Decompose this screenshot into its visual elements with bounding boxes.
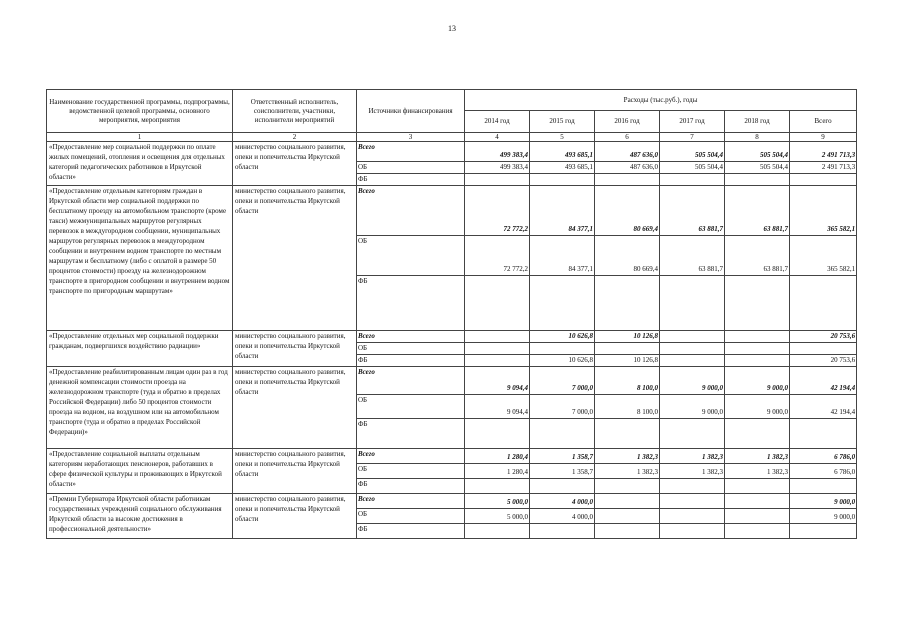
expense-value [595, 276, 660, 331]
expense-value [595, 174, 660, 186]
expense-value [725, 494, 790, 509]
header-name: Наименование государственной программы, подпрограммы, ведомственной целевой программы, основного мероприятия, мероприятия [47, 90, 233, 133]
funding-source: ОБ [357, 343, 465, 355]
header-source: Источники финансирования [357, 90, 465, 133]
funding-source: ФБ [357, 419, 465, 449]
expense-value: 7 000,0 [530, 395, 595, 419]
expense-value: 487 636,0 [595, 162, 660, 174]
expense-value [595, 509, 660, 524]
expense-value [465, 355, 530, 367]
expense-value: 493 685,1 [530, 162, 595, 174]
expense-value: 1 280,4 [465, 449, 530, 464]
header-year: 2014 год [465, 111, 530, 133]
expense-value: 1 358,7 [530, 464, 595, 479]
expense-value [790, 174, 857, 186]
expense-value [595, 494, 660, 509]
expense-value [595, 343, 660, 355]
expense-value: 6 786,0 [790, 464, 857, 479]
column-number: 9 [790, 133, 857, 142]
expense-value: 5 000,0 [465, 494, 530, 509]
expense-value: 9 000,0 [660, 395, 725, 419]
funding-source: ФБ [357, 174, 465, 186]
page-number: 13 [448, 24, 456, 33]
expense-value: 63 881,7 [725, 236, 790, 276]
expense-value [530, 174, 595, 186]
expense-value [530, 479, 595, 494]
expense-value: 505 504,4 [725, 142, 790, 162]
expense-value: 2 491 713,3 [790, 162, 857, 174]
column-number: 1 [47, 133, 233, 142]
funding-source: Всего [357, 331, 465, 343]
expense-value [530, 276, 595, 331]
program-name: «Предоставление реабилитированным лицам один раз в год денежной компенсации стоимости проезда на железнодорожном транспорте (туда и обратно в пределах Российской Федерации) либо 50 процентов стоимости проезда на водном, на воздушном или на автомобильном транспорте (туда и обратно в пределах Российской Федерации)» [47, 367, 233, 449]
program-name: «Предоставление отдельных мер социальной поддержки гражданам, подвергшихся воздействию радиации» [47, 331, 233, 367]
expense-value: 72 772,2 [465, 236, 530, 276]
table-row [47, 331, 857, 343]
expense-value: 1 280,4 [465, 464, 530, 479]
column-number: 2 [233, 133, 357, 142]
expense-value: 499 383,4 [465, 142, 530, 162]
funding-source: ОБ [357, 464, 465, 479]
expense-value: 84 377,1 [530, 186, 595, 236]
expense-value: 10 126,8 [595, 355, 660, 367]
expense-value: 1 358,7 [530, 449, 595, 464]
expense-value: 505 504,4 [660, 162, 725, 174]
expense-value [660, 174, 725, 186]
expense-value [725, 276, 790, 331]
program-name: «Предоставление мер социальной поддержки по оплате жилых помещений, отопления и освещения для отдельных категорий педагогических работников в Иркутской области» [47, 142, 233, 186]
expense-value: 42 194,4 [790, 367, 857, 395]
expense-value [725, 343, 790, 355]
expense-value: 493 685,1 [530, 142, 595, 162]
expense-value: 10 626,8 [530, 355, 595, 367]
expense-value: 1 382,3 [725, 464, 790, 479]
header-year: 2015 год [530, 111, 595, 133]
expense-value: 1 382,3 [660, 464, 725, 479]
expense-value: 9 094,4 [465, 395, 530, 419]
table-row [47, 186, 857, 236]
funding-source: ОБ [357, 162, 465, 174]
expense-value [660, 276, 725, 331]
program-name: «Предоставление социальной выплаты отдельным категориям неработающих пенсионеров, работавших в сфере физической культуры и проживающих в Иркутской области» [47, 449, 233, 494]
expense-value [530, 419, 595, 449]
expense-value: 20 753,6 [790, 331, 857, 343]
expense-value: 63 881,7 [725, 186, 790, 236]
column-number: 4 [465, 133, 530, 142]
column-number: 8 [725, 133, 790, 142]
header-year: 2016 год [595, 111, 660, 133]
expense-value: 505 504,4 [725, 162, 790, 174]
expense-value [660, 479, 725, 494]
expense-value: 2 491 713,3 [790, 142, 857, 162]
expense-value [465, 479, 530, 494]
expense-value: 505 504,4 [660, 142, 725, 162]
expense-value: 9 000,0 [725, 395, 790, 419]
expense-value: 1 382,3 [725, 449, 790, 464]
expense-value: 84 377,1 [530, 236, 595, 276]
expense-value: 10 626,8 [530, 331, 595, 343]
expense-value: 5 000,0 [465, 509, 530, 524]
expense-value: 10 126,8 [595, 331, 660, 343]
expense-value [465, 524, 530, 539]
expense-value [595, 524, 660, 539]
expense-value: 80 669,4 [595, 236, 660, 276]
funding-source: ОБ [357, 395, 465, 419]
expense-value [790, 276, 857, 331]
expense-value: 9 000,0 [660, 367, 725, 395]
funding-source: ОБ [357, 236, 465, 276]
expense-value [465, 419, 530, 449]
responsible-executor: министерство социального развития, опеки и попечительства Иркутской области [233, 142, 357, 186]
expense-value: 42 194,4 [790, 395, 857, 419]
expense-value [465, 276, 530, 331]
responsible-executor: министерство социального развития, опеки и попечительства Иркутской области [233, 331, 357, 367]
column-number: 6 [595, 133, 660, 142]
expense-value: 63 881,7 [660, 186, 725, 236]
expense-value: 365 582,1 [790, 186, 857, 236]
header-year: 2017 год [660, 111, 725, 133]
expense-value [465, 343, 530, 355]
expense-value: 20 753,6 [790, 355, 857, 367]
expense-value [465, 174, 530, 186]
expense-value [790, 524, 857, 539]
funding-source: ФБ [357, 479, 465, 494]
expense-value: 1 382,3 [660, 449, 725, 464]
table-row [47, 494, 857, 509]
expense-value: 6 786,0 [790, 449, 857, 464]
expense-value: 4 000,0 [530, 494, 595, 509]
expense-value [725, 524, 790, 539]
expense-value: 487 636,0 [595, 142, 660, 162]
expense-value [790, 479, 857, 494]
expense-value [660, 355, 725, 367]
column-number: 3 [357, 133, 465, 142]
expense-value [465, 331, 530, 343]
expense-value [725, 509, 790, 524]
expense-value [660, 524, 725, 539]
funding-source: ФБ [357, 276, 465, 331]
funding-source: Всего [357, 186, 465, 236]
responsible-executor: министерство социального развития, опеки и попечительства Иркутской области [233, 367, 357, 449]
header-total: Всего [790, 111, 857, 133]
responsible-executor: министерство социального развития, опеки и попечительства Иркутской области [233, 186, 357, 331]
expense-value: 8 100,0 [595, 367, 660, 395]
expense-value: 9 000,0 [790, 509, 857, 524]
funding-source: Всего [357, 142, 465, 162]
expense-value [725, 479, 790, 494]
table-row [47, 367, 857, 395]
expense-value [660, 509, 725, 524]
expense-value: 9 000,0 [725, 367, 790, 395]
table-row [47, 449, 857, 464]
expense-value [725, 174, 790, 186]
expense-value [530, 343, 595, 355]
expense-value [660, 419, 725, 449]
funding-source: Всего [357, 449, 465, 464]
expense-value: 9 094,4 [465, 367, 530, 395]
expense-value [790, 343, 857, 355]
expense-value [660, 494, 725, 509]
expense-value [530, 524, 595, 539]
expense-value: 80 669,4 [595, 186, 660, 236]
expense-value: 365 582,1 [790, 236, 857, 276]
expense-value: 7 000,0 [530, 367, 595, 395]
column-number: 7 [660, 133, 725, 142]
column-number: 5 [530, 133, 595, 142]
expense-value: 72 772,2 [465, 186, 530, 236]
funding-source: Всего [357, 367, 465, 395]
program-name: «Премии Губернатора Иркутской области работникам государственных учреждений социального обслуживания Иркутской области за высокие достижения в профессиональной деятельности» [47, 494, 233, 539]
header-year: 2018 год [725, 111, 790, 133]
expense-value: 1 382,3 [595, 464, 660, 479]
expense-value [725, 419, 790, 449]
expense-value [660, 331, 725, 343]
responsible-executor: министерство социального развития, опеки и попечительства Иркутской области [233, 449, 357, 494]
expense-value: 4 000,0 [530, 509, 595, 524]
funding-source: Всего [357, 494, 465, 509]
expense-value [725, 355, 790, 367]
expense-value [790, 419, 857, 449]
expense-value [595, 419, 660, 449]
header-responsible: Ответственный исполнитель, соисполнители, участники, исполнители мероприятий [233, 90, 357, 133]
expense-value: 9 000,0 [790, 494, 857, 509]
expense-value: 499 383,4 [465, 162, 530, 174]
expense-value: 8 100,0 [595, 395, 660, 419]
responsible-executor: министерство социального развития, опеки и попечительства Иркутской области [233, 494, 357, 539]
expense-value [660, 343, 725, 355]
expense-value [595, 479, 660, 494]
funding-source: ФБ [357, 355, 465, 367]
expenses-table [46, 89, 857, 539]
funding-source: ОБ [357, 509, 465, 524]
program-name: «Предоставление отдельным категориям граждан в Иркутской области мер социальной поддержки по бесплатному проезду на автомобильном транспорте (кроме такси) межмуниципальных маршрутов регулярных перевозок в междугородном сообщении, муниципальных маршрутов регулярных перевозок в междугородном сообщении и внутреннем водном транспорте по местным маршрутам и бесплатному (либо с оплатой в размере 50 процентов стоимости) проезду на железнодорожном транспорте в пригородном сообщении и внутреннем водном транспорте по пригородным маршрутам» [47, 186, 233, 331]
expense-value: 1 382,3 [595, 449, 660, 464]
header-expenses: Расходы (тыс.руб.), годы [465, 90, 857, 111]
expense-value: 63 881,7 [660, 236, 725, 276]
funding-source: ФБ [357, 524, 465, 539]
table-row [47, 142, 857, 162]
expense-value [725, 331, 790, 343]
